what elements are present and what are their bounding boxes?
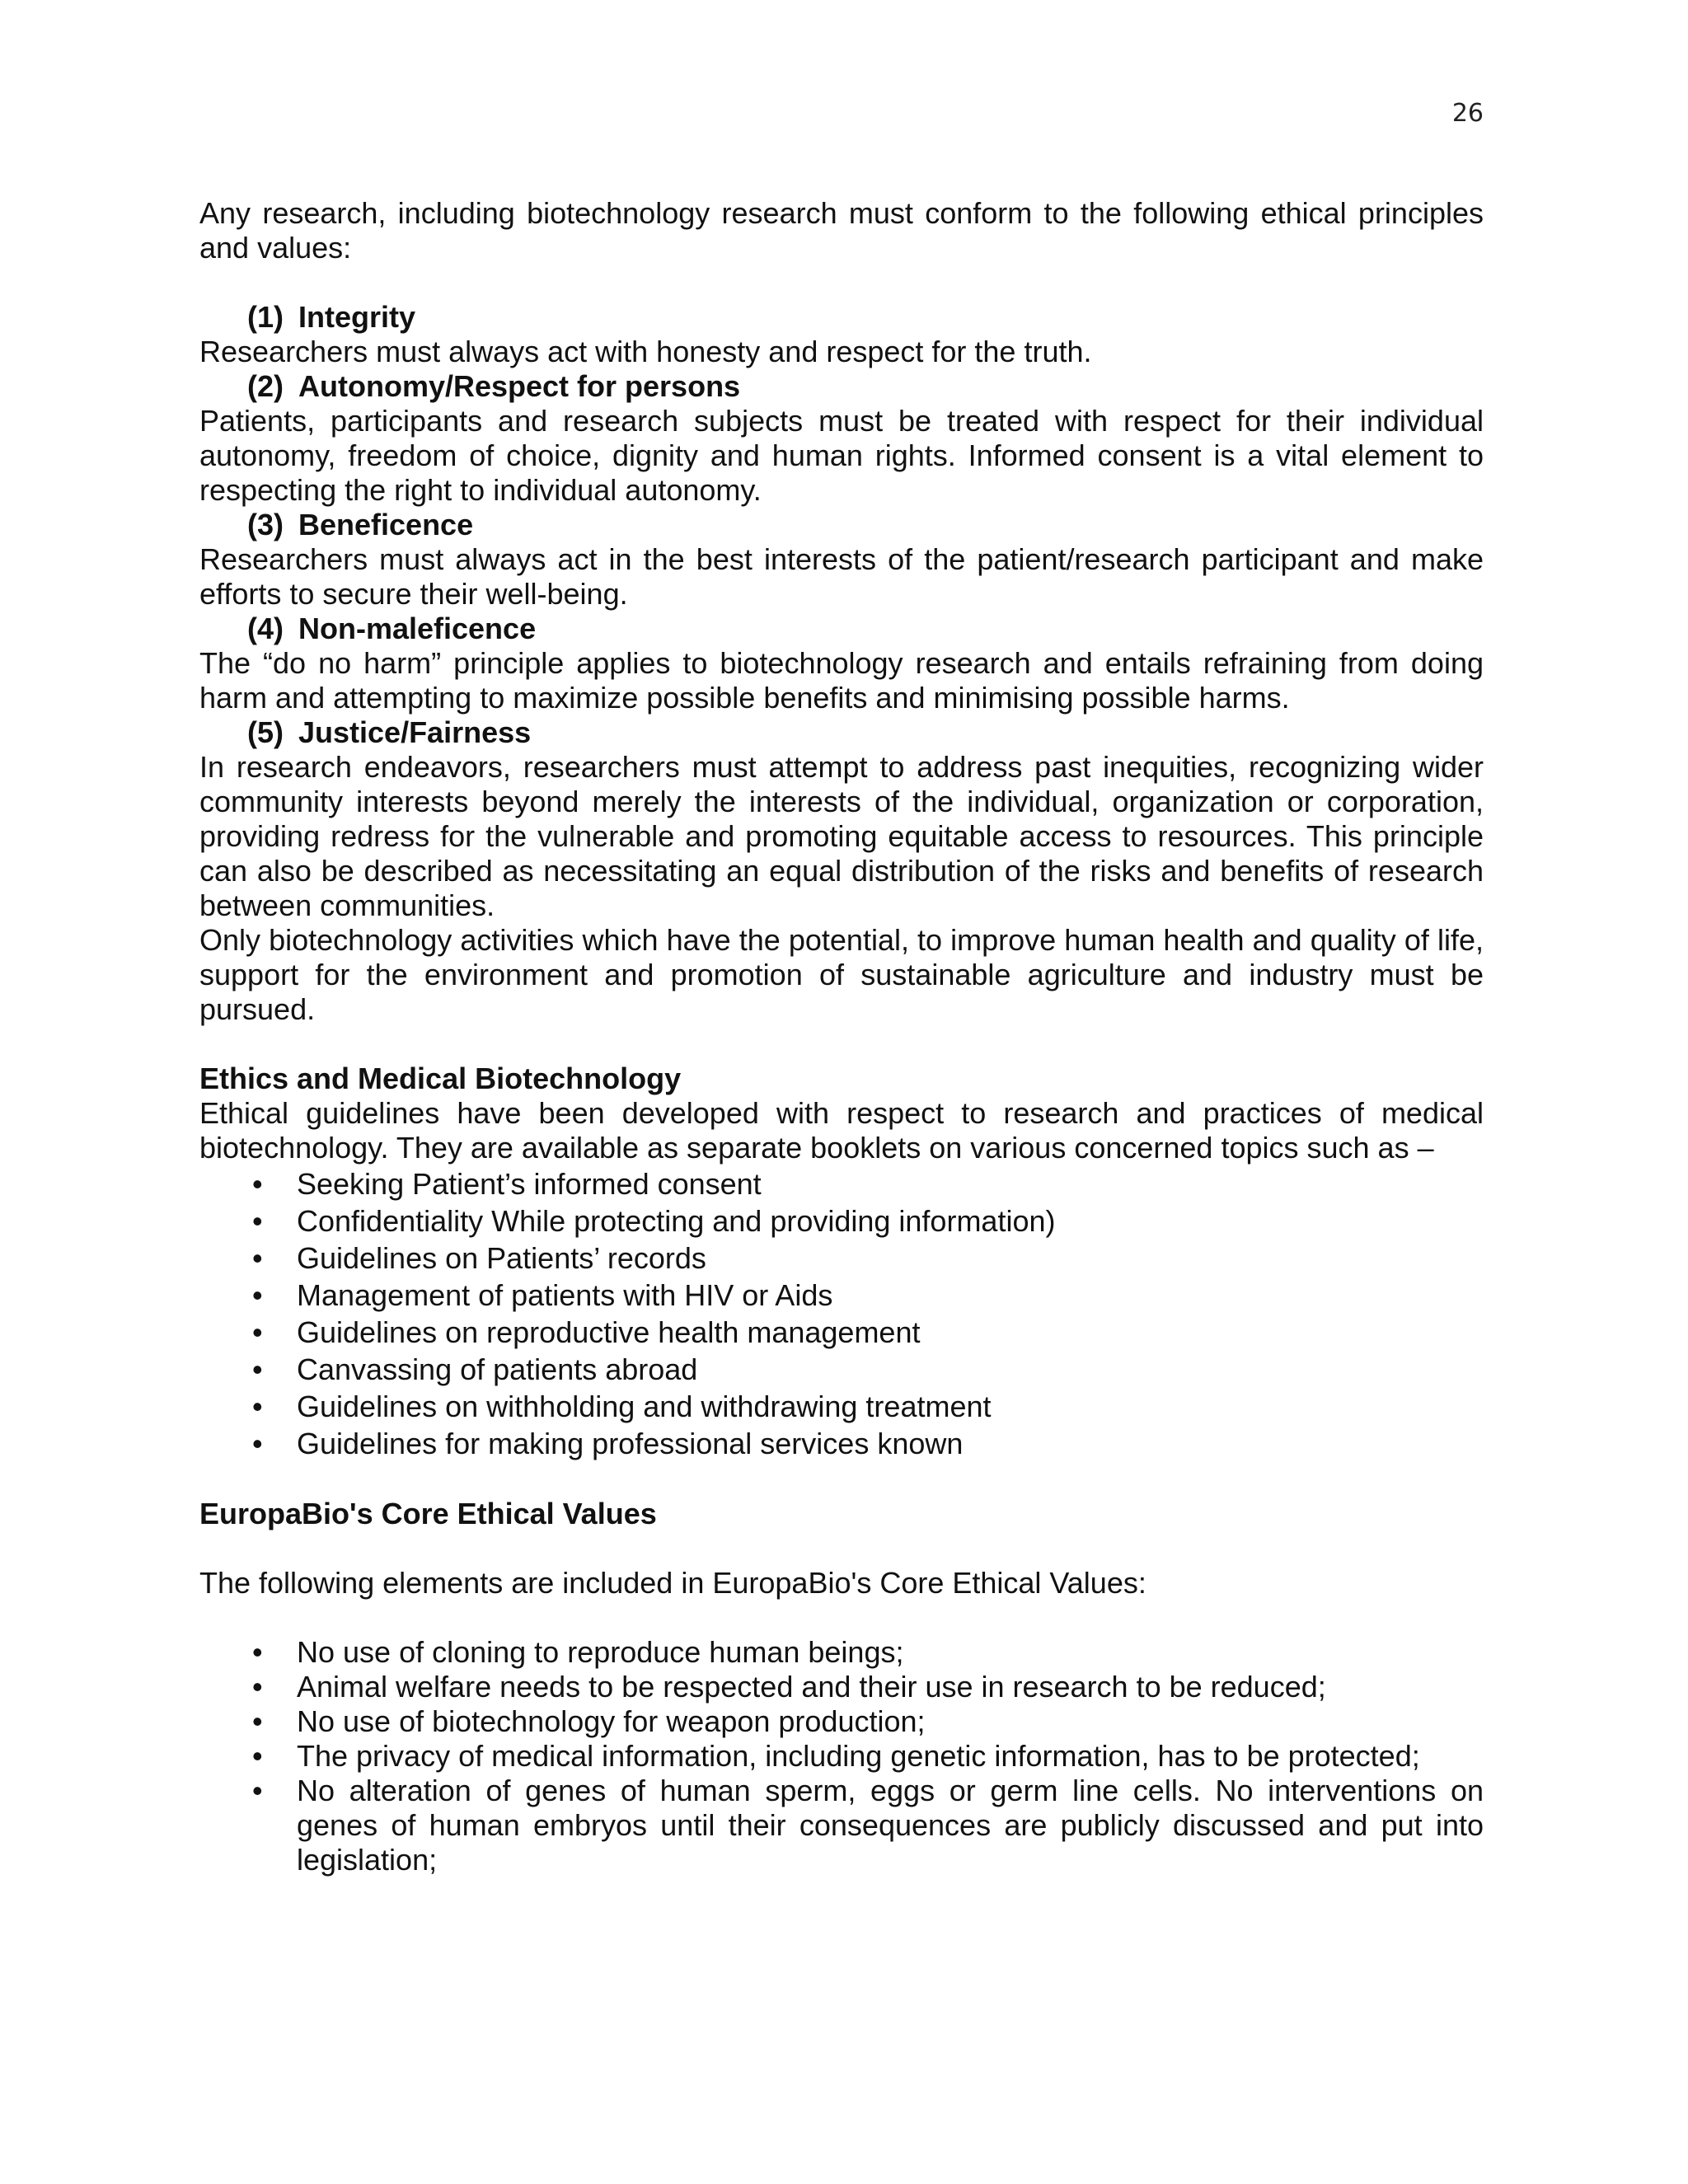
page-content xyxy=(199,196,1484,1877)
bullet-icon: • xyxy=(252,1167,263,1201)
principle-heading xyxy=(199,300,1484,335)
list-item: • Confidentiality While protecting and providing information) xyxy=(252,1204,1056,1238)
medical-paragraph: Ethical guidelines have been developed with respect to research and practices of medical biotechnology. They are available as separate booklets on various concerned topics such as – xyxy=(199,1096,1484,1165)
list-item: • No alteration of genes of human sperm, eggs or germ line cells. No interventions on genes of human embryos until their consequences are publicly discussed and put into legislation; xyxy=(252,1774,1484,1877)
principle-text: The “do no harm” principle applies to biotechnology research and entails refraining from doing harm and attempting to maximize possible benefits and minimising possible harms. xyxy=(199,646,1484,715)
bullet-icon: • xyxy=(252,1278,263,1312)
spacer xyxy=(199,1531,1484,1566)
principle-heading xyxy=(199,715,1484,750)
list-item: • No use of cloning to reproduce human beings; xyxy=(252,1635,904,1669)
spacer xyxy=(199,1462,1484,1497)
bullet-icon: • xyxy=(252,1774,263,1807)
list-item: • Canvassing of patients abroad xyxy=(252,1352,698,1386)
intro-paragraph: Any research, including biotechnology research must conform to the following ethical principles and values: xyxy=(199,196,1484,265)
principle-integrity xyxy=(199,300,1484,369)
bullet-icon: • xyxy=(252,1635,263,1669)
list-item: • Seeking Patient’s informed consent xyxy=(252,1167,762,1201)
list-item: • Guidelines on reproductive health management xyxy=(252,1315,921,1349)
principle-text: Researchers must always act with honesty and respect for the truth. xyxy=(199,335,1092,368)
principle-number: (2) xyxy=(247,369,284,403)
section-heading-europabio: EuropaBio's Core Ethical Values xyxy=(199,1497,657,1530)
principle-justice xyxy=(199,715,1484,923)
principle-title: Non-maleficence xyxy=(298,612,537,645)
bullet-icon: • xyxy=(252,1352,263,1386)
page-number: 26 xyxy=(1451,99,1484,128)
bullet-icon: • xyxy=(252,1670,263,1704)
spacer xyxy=(199,1601,1484,1635)
principle-title: Autonomy/Respect for persons xyxy=(298,369,741,403)
principles-list xyxy=(199,300,1484,923)
principle-heading xyxy=(199,369,1484,404)
list-item: • Management of patients with HIV or Aids xyxy=(252,1278,833,1312)
list-item: • Guidelines for making professional services known xyxy=(252,1427,964,1460)
bullet-icon: • xyxy=(252,1704,263,1738)
bullet-icon: • xyxy=(252,1739,263,1773)
principle-heading xyxy=(199,612,1484,646)
principle-heading xyxy=(199,508,1484,542)
principle-title: Justice/Fairness xyxy=(298,715,532,749)
closing-paragraph: Only biotechnology activities which have the potential, to improve human health and quality of life, support for the environment and promotion of sustainable agriculture and industry must be pursued. xyxy=(199,923,1484,1026)
bullet-icon: • xyxy=(252,1204,263,1238)
bullet-icon: • xyxy=(252,1427,263,1460)
principle-text: In research endeavors, researchers must attempt to address past inequities, recognizing wider community interests beyond merely the interests of the individual, organization or corporation, providing redress for the vulnerable and promoting equitable access to resources. This principle can also be described as necessitating an equal distribution of the risks and benefits of research between communities. xyxy=(199,750,1484,922)
list-item: • No use of biotechnology for weapon production; xyxy=(252,1704,926,1738)
list-item: • Animal welfare needs to be respected and their use in research to be reduced; xyxy=(252,1670,1326,1704)
list-item: • The privacy of medical information, including genetic information, has to be protected; xyxy=(252,1739,1420,1773)
principle-number: (4) xyxy=(247,612,284,645)
spacer xyxy=(199,265,1484,300)
bullet-icon: • xyxy=(252,1315,263,1349)
principle-title: Integrity xyxy=(298,300,416,334)
spacer xyxy=(199,1027,1484,1062)
principle-title: Beneficence xyxy=(298,508,474,541)
bullet-icon: • xyxy=(252,1241,263,1275)
europabio-paragraph: The following elements are included in EuropaBio's Core Ethical Values: xyxy=(199,1566,1146,1600)
principle-non-maleficence xyxy=(199,612,1484,715)
bullet-icon: • xyxy=(252,1390,263,1423)
principle-number: (3) xyxy=(247,508,284,541)
list-item: • Guidelines on Patients’ records xyxy=(252,1241,706,1275)
principle-text: Researchers must always act in the best interests of the patient/research participant and make efforts to secure their well-being. xyxy=(199,542,1484,611)
principle-autonomy xyxy=(199,369,1484,508)
principle-text: Patients, participants and research subjects must be treated with respect for their individual autonomy, freedom of choice, dignity and human rights. Informed consent is a vital element to respecting the right to individual autonomy. xyxy=(199,404,1484,507)
list-item: • Guidelines on withholding and withdrawing treatment xyxy=(252,1390,992,1423)
principle-number: (1) xyxy=(247,300,284,334)
principle-beneficence xyxy=(199,508,1484,612)
medical-guidelines-list xyxy=(199,1165,1484,1462)
europabio-values-list xyxy=(199,1635,1484,1877)
principle-number: (5) xyxy=(247,715,284,749)
section-heading-medical: Ethics and Medical Biotechnology xyxy=(199,1062,682,1095)
